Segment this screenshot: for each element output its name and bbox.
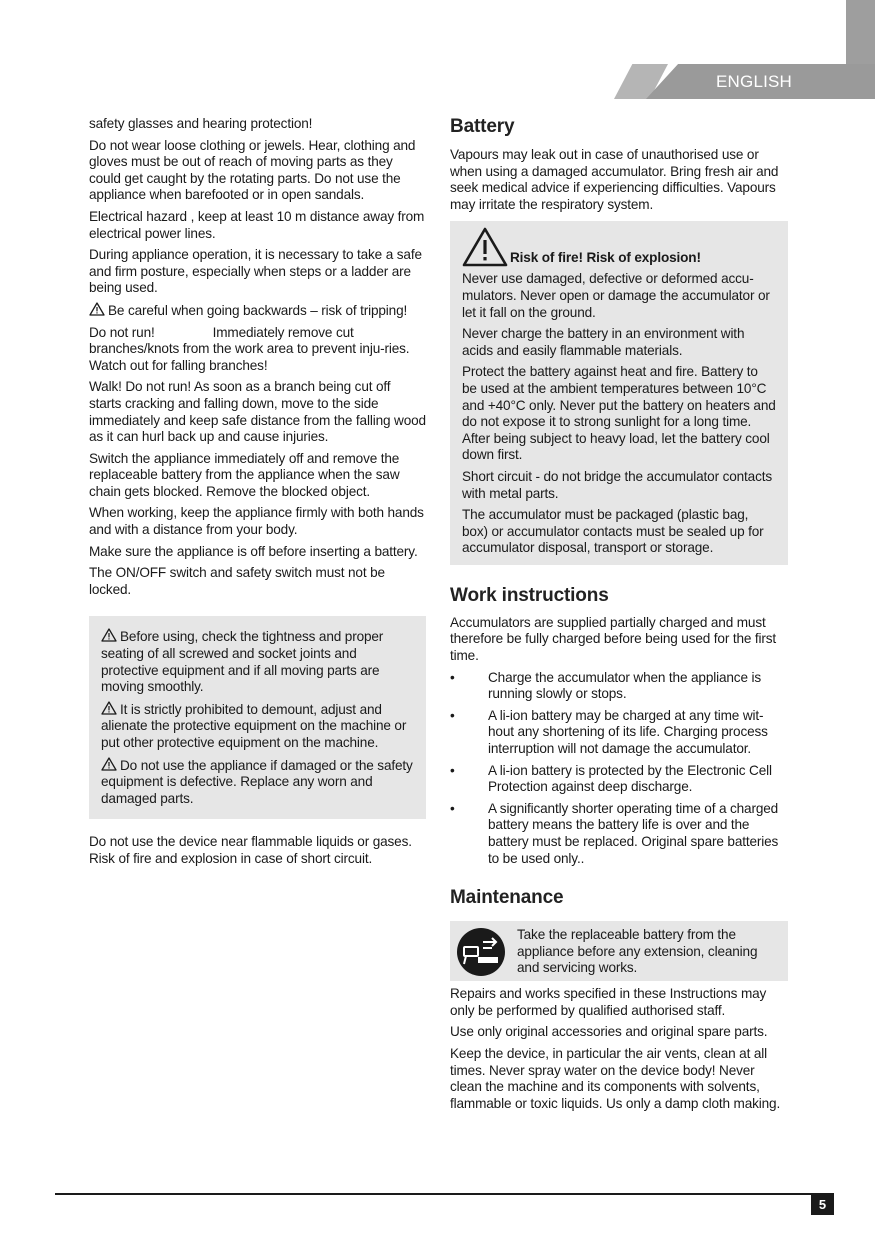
bullet-marker: •: [450, 800, 455, 816]
warning-triangle-icon: [89, 302, 105, 316]
bullet-marker: •: [450, 762, 455, 778]
box-warning-text: Before using, check the tightness and proper seating of all screwed and socket joints and protective equipment and if all moving parts are moving smoothly.: [101, 629, 384, 695]
page-number: 5: [811, 1194, 834, 1215]
list-item: [450, 763, 788, 796]
paragraph: Do not run! Immediately remove cut branches/knots from the work area to prevent inju-ries. Watch out for falling branches!: [89, 324, 414, 373]
paragraph: The ON/OFF switch and safety switch must not be locked.: [89, 565, 385, 597]
paragraph: safety glasses and hearing protection!: [89, 116, 313, 131]
list-item: [450, 801, 788, 867]
maintenance-section: [450, 887, 788, 1112]
work-intro: Accumulators are supplied partially charged and must therefore be fully charged before being used for the first time.: [450, 614, 777, 664]
warning-triangle-icon: [101, 757, 117, 771]
list-item-text: A li-ion battery may be charged at any time wit-hout any shortening of its life. Charging process interruption will not damage the accumulator.: [488, 707, 768, 757]
paragraph: Use only original accessories and original spare parts.: [450, 1024, 768, 1040]
paragraph: Walk! Do not run! As soon as a branch being cut off starts cracking and falling down, move to the side immediately and keep safe distance from the falling wood as it can hurl back up and cause injuries.: [89, 379, 426, 445]
right-column: [450, 116, 788, 1117]
warning-backwards-text: Be careful when going backwards – risk of tripping!: [108, 302, 408, 318]
paragraph: Make sure the appliance is off before inserting a battery.: [89, 543, 418, 559]
fire-paragraph: Never use damaged, defective or deformed accu-mulators. Never open or damage the accumulator or let it fall on the ground.: [462, 271, 770, 320]
warning-backwards: [89, 302, 426, 320]
bullet-marker: •: [450, 669, 455, 685]
remove-battery-icon: [456, 927, 506, 977]
fire-paragraph: Never charge the battery in an environment with acids and easily flammable materials.: [462, 326, 745, 358]
box-warning-text: Do not use the appliance if damaged or the safety equipment is defective. Replace any worn and damaged parts.: [101, 757, 413, 806]
list-item-text: A li-ion battery is protected by the Electronic Cell Protection against deep discharge.: [488, 762, 772, 795]
list-item: [450, 670, 788, 703]
battery-section: [450, 116, 788, 565]
list-item: [450, 708, 788, 758]
box-warning: [101, 628, 414, 695]
paragraph: When working, keep the appliance firmly with both hands and with a distance from your body.: [89, 505, 424, 538]
paragraph: During appliance operation, it is necessary to take a safe and firm posture, especially when steps or a ladder are being used.: [89, 247, 422, 296]
paragraph: Keep the device, in particular the air vents, clean at all times. Never spray water on the device body! Never clean the machine and its components with solvents, flammable or toxic liquids. Us only a damp cloth making.: [450, 1045, 781, 1111]
box-warning: [101, 757, 414, 808]
battery-intro: Vapours may leak out in case of unauthorised use or when using a damaged accumulator. Bring fresh air and seek medical advice if experiencing difficulties. Vapours may irritate the respiratory system.: [450, 147, 779, 212]
fire-paragraph: Protect the battery against heat and fire. Battery to be used at the ambient temperatures between 10°C and +40°C only. Never put the battery on heaters and do not expose it to strong sunlight for a long time. After being subject to heavy load, let the battery cool down first.: [462, 364, 776, 463]
warning-triangle-icon: [101, 628, 117, 642]
fire-paragraph: The accumulator must be packaged (plastic bag, box) or accumulator contacts must be sealed up for accumulator disposal, transport or storage.: [462, 507, 764, 556]
large-warning-triangle-icon: [462, 227, 508, 267]
fire-warning-box: [450, 221, 788, 565]
fire-warning-title: Risk of fire! Risk of explosion!: [510, 249, 701, 265]
box-warning-text: It is strictly prohibited to demount, adjust and alienate the protective equipment on the machine or put other protective equipment on the machine.: [101, 701, 407, 750]
paragraph-flammable: Do not use the device near flammable liquids or gases. Risk of fire and explosion in case of short circuit.: [89, 834, 412, 866]
fire-paragraph: Short circuit - do not bridge the accumulator contacts with metal parts.: [462, 468, 772, 501]
paragraph: Electrical hazard , keep at least 10 m distance away from electrical power lines.: [89, 208, 425, 241]
section-title-battery: Battery: [450, 116, 515, 137]
box-warning: [101, 701, 414, 752]
section-title-maintenance: Maintenance: [450, 887, 564, 909]
list-item-text: A significantly shorter operating time of a charged battery means the battery life is over and the battery must be replaced. Original spare batteries to be used only..: [488, 800, 779, 866]
language-label: ENGLISH: [716, 72, 793, 91]
paragraph: Switch the appliance immediately off and remove the replaceable battery from the appliance when the saw chain gets blocked. Remove the blocked object.: [89, 450, 400, 499]
section-title-work: Work instructions: [450, 584, 609, 606]
safety-check-box: [89, 616, 426, 819]
maintenance-notice-text: Take the replaceable battery from the appliance before any extension, cleaning and servicing works.: [517, 927, 758, 976]
work-instructions-section: [450, 585, 788, 867]
maintenance-notice-box: [450, 921, 788, 981]
fire-warning-header: [462, 227, 776, 267]
footer-rule: [55, 1193, 834, 1195]
warning-triangle-icon: [101, 701, 117, 715]
list-item-text: Charge the accumulator when the appliance is running slowly or stops.: [488, 669, 761, 702]
left-column: [89, 116, 426, 873]
bullet-marker: •: [450, 707, 455, 723]
work-bullet-list: [450, 670, 788, 868]
paragraph: Do not wear loose clothing or jewels. Hear, clothing and gloves must be out of reach of moving parts as they could get caught by the rotating parts. Do not use the appliance when barefooted or in open sandals.: [89, 137, 416, 203]
header-corner-tab: [846, 0, 875, 64]
paragraph: Repairs and works specified in these Instructions may only be performed by qualified authorised staff.: [450, 986, 767, 1018]
